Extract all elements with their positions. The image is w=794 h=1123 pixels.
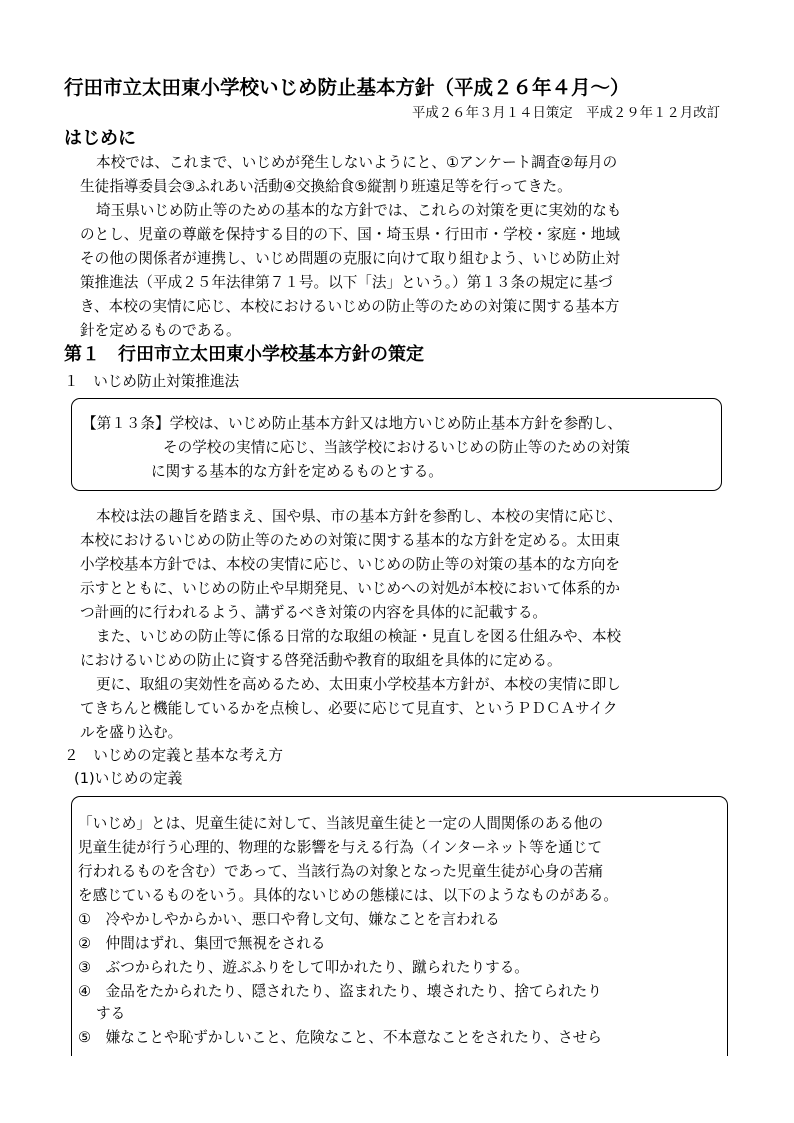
- body-line: ルを盛り込む。: [80, 724, 183, 741]
- intro-line: のとし、児童の尊厳を保持する目的の下、国・埼玉県・行田市・学校・家庭・地域: [80, 226, 620, 243]
- section1-subheading: １ いじめ防止対策推進法: [64, 373, 240, 390]
- body-line: 更に、取組の実効性を高めるため、太田東小学校基本方針が、本校の実情に即し: [96, 676, 621, 693]
- body-line: また、いじめの防止等に係る日常的な取組の検証・見直しを図る仕組みや、本校: [96, 628, 622, 645]
- section1-heading: 第１ 行田市立太田東小学校基本方針の策定: [64, 344, 424, 365]
- body-line: てきちんと機能しているかを点検し、必要に応じて見直す、というＰＤＣＡサイク: [80, 700, 618, 717]
- section1-subheading: ２ いじめの定義と基本な考え方: [64, 747, 283, 764]
- body-line: 本校におけるいじめの防止等のための対策に関する基本的な方針を定める。太田東: [80, 532, 620, 549]
- body-line: におけるいじめの防止に資する啓発活動や教育的取組を具体的に定める。: [80, 652, 562, 669]
- intro-line: その他の関係者が連携し、いじめ問題の克服に向けて取り組むよう、いじめ防止対: [80, 250, 620, 267]
- article13-line: その学校の実情に応じ、当該学校におけるいじめの防止等のための対策: [163, 439, 631, 456]
- example-item: ① 冷やかしやからかい、悪口や脅し文句、嫌なことを言われる: [78, 911, 500, 928]
- article13-line: 【第１３条】学校は、いじめ防止基本方針又は地方いじめ防止基本方針を参酌し、: [82, 415, 622, 432]
- body-line: 小学校基本方針では、本校の実情に応じ、いじめの防止等の対策の基本的な方向を: [80, 556, 620, 573]
- intro-heading: はじめに: [64, 128, 136, 149]
- example-item: ⑤ 嫌なことや恥ずかしいこと、危険なこと、不本意なことをされたり、させら: [78, 1029, 602, 1046]
- example-item: ③ ぶつかられたり、遊ぶふりをして叩かれたり、蹴られたりする。: [78, 959, 529, 976]
- intro-line: 生徒指導委員会③ふれあい活動④交換給食⑤縦割り班遠足等を行ってきた。: [80, 178, 572, 195]
- intro-line: 針を定めるものである。: [80, 322, 241, 339]
- definition-line: 「いじめ」とは、児童生徒に対して、当該児童生徒と一定の人間関係のある他の: [78, 815, 604, 832]
- document-title: 行田市立太田東小学校いじめ防止基本方針（平成２６年４月～）: [64, 76, 630, 99]
- body-line: 示すとともに、いじめの防止や早期発見、いじめへの対処が本校において体系的か: [80, 580, 620, 597]
- intro-line: 埼玉県いじめ防止等のための基本的な方針では、これらの対策を更に実効的なも: [96, 202, 622, 219]
- example-item: ② 仲間はずれ、集団で無視をされる: [78, 935, 326, 952]
- intro-line: 本校では、これまで、いじめが発生しないようにと、①アンケート調査②毎月の: [96, 154, 618, 171]
- intro-line: 策推進法（平成２５年法律第７１号。以下「法」という。）第１３条の規定に基づ: [80, 274, 613, 291]
- body-line: 本校は法の趣旨を踏まえ、国や県、市の基本方針を参酌し、本校の実情に応じ、: [96, 508, 623, 525]
- revision-dates: 平成２６年３月１４日策定 平成２９年１２月改訂: [412, 106, 720, 121]
- section1-subsubheading: (1)いじめの定義: [74, 770, 183, 787]
- article13-line: に関する基本的な方針を定めるものとする。: [151, 463, 443, 480]
- example-item: ④ 金品をたかられたり、隠されたり、盗まれたり、壊されたり、捨てられたり: [78, 983, 602, 1000]
- definition-line: を感じているものをいう。具体的ないじめの態様には、以下のようなものがある。: [78, 887, 618, 904]
- body-line: つ計画的に行われるよう、講ずるべき対策の内容を具体的に記載する。: [80, 604, 548, 621]
- intro-line: き、本校の実情に応じ、本校におけるいじめの防止等のための対策に関する基本方: [80, 298, 620, 315]
- example-item: する: [96, 1005, 126, 1022]
- definition-line: 行われるものを含む）であって、当該行為の対象となった児童生徒が心身の苦痛: [78, 863, 603, 880]
- definition-line: 児童生徒が行う心理的、物理的な影響を与える行為（インターネット等を通じて: [78, 839, 603, 856]
